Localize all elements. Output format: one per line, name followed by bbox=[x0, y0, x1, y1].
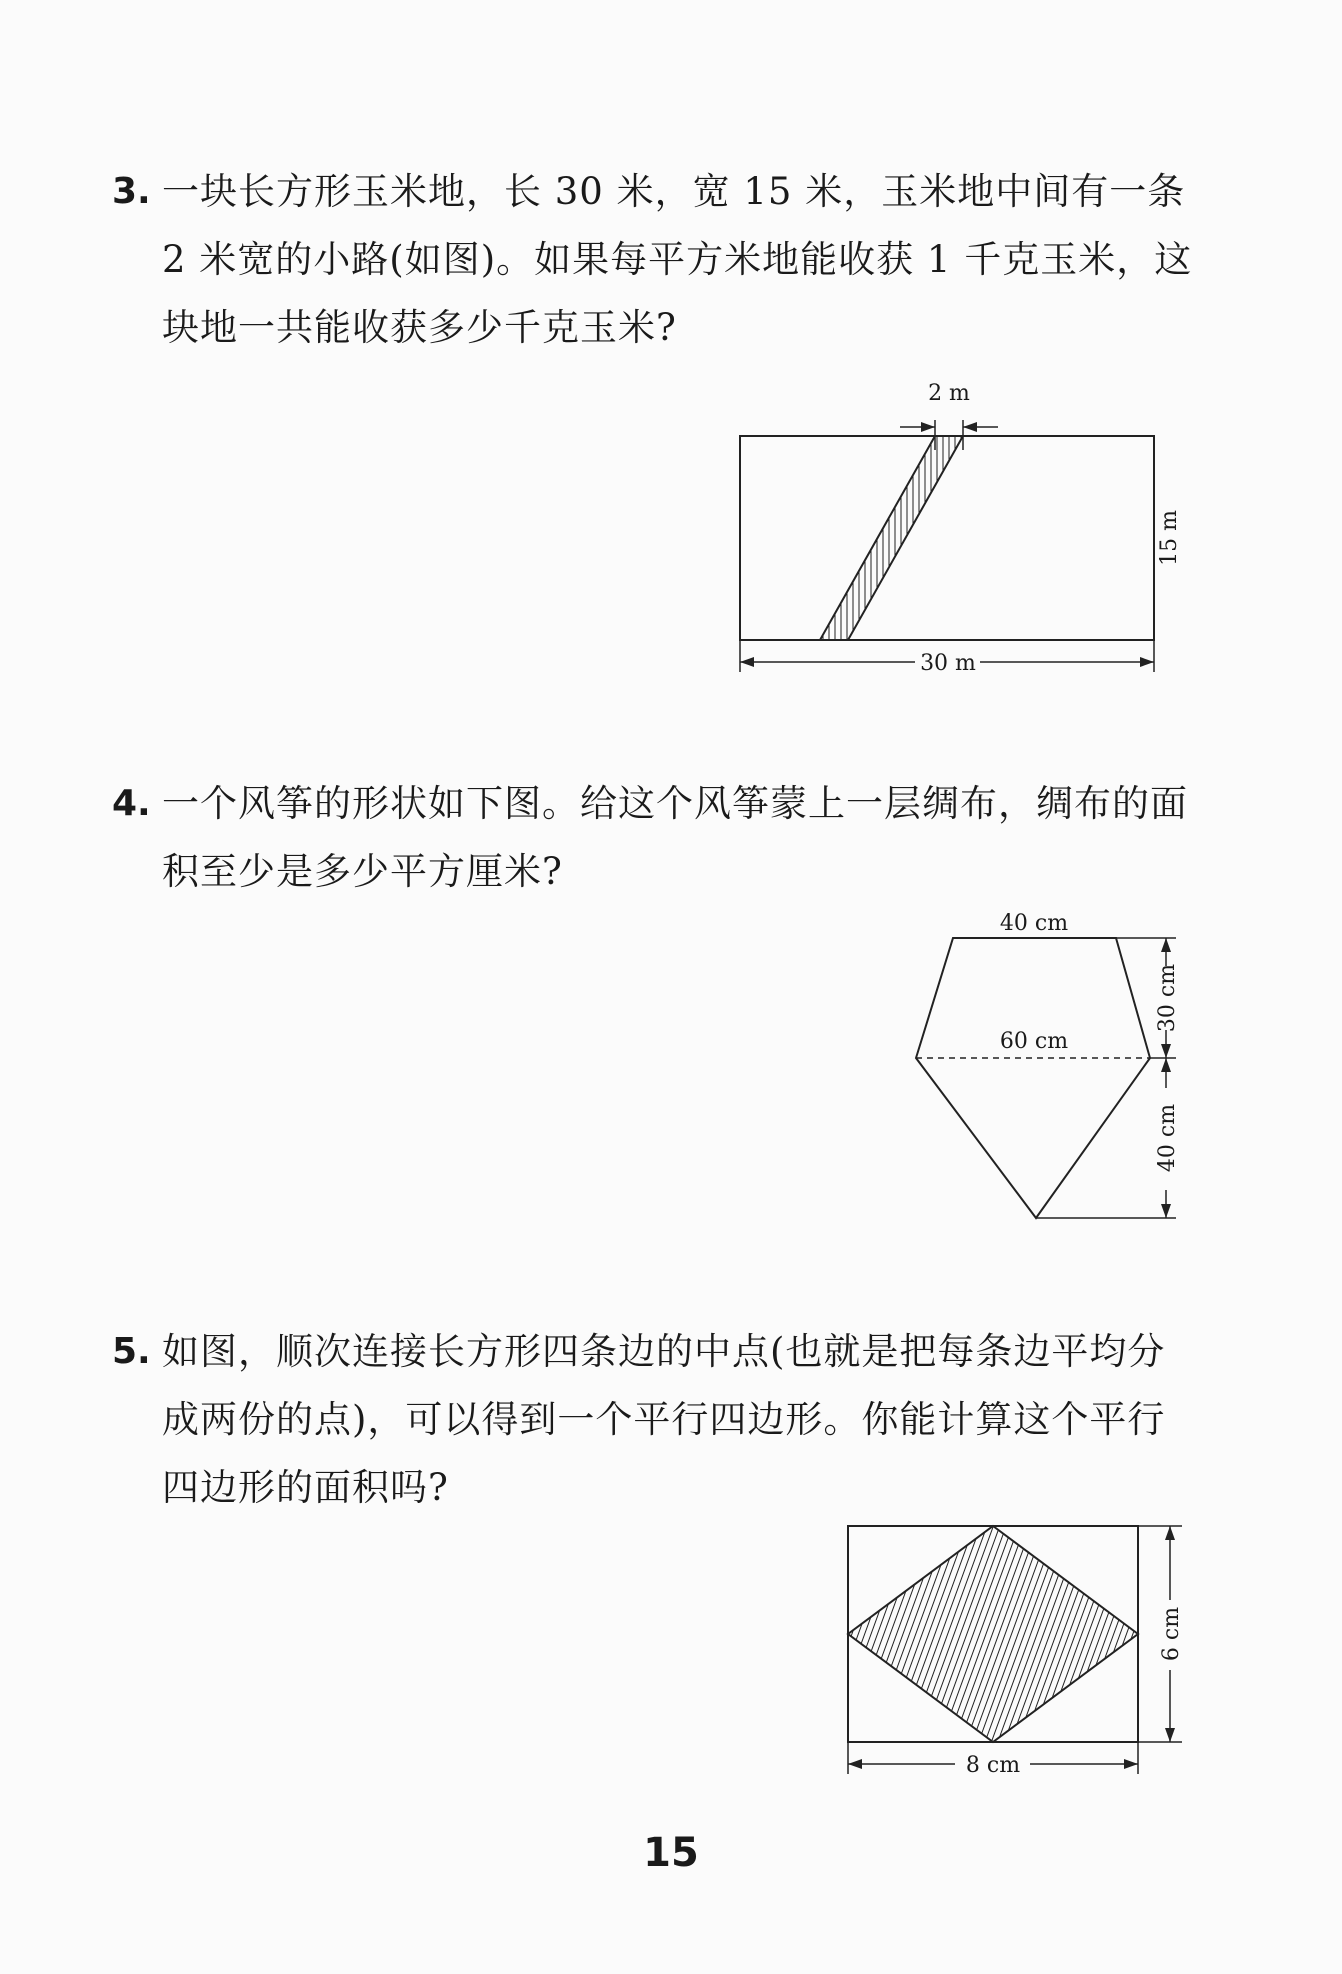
height-label: 6 cm bbox=[1159, 1606, 1184, 1662]
problem-3 bbox=[112, 158, 1202, 362]
road-width-label: 2 m bbox=[928, 381, 970, 406]
kite-top-label: 40 cm bbox=[999, 911, 1069, 936]
problem-text: 一个风筝的形状如下图。给这个风筝蒙上一层绸布，绸布的面积至少是多少平方厘米? bbox=[162, 782, 1188, 893]
upper-height-label: 30 cm bbox=[1155, 963, 1180, 1033]
width-label: 8 cm bbox=[965, 1753, 1021, 1778]
field-rectangle bbox=[740, 436, 1154, 640]
page-number: 15 bbox=[643, 1830, 699, 1876]
kite-diagonal-label: 60 cm bbox=[999, 1029, 1069, 1054]
problem-5 bbox=[112, 1318, 1202, 1522]
problem-number: 4. bbox=[112, 783, 151, 824]
field-length-label: 30 m bbox=[920, 651, 976, 676]
cornfield-figure bbox=[700, 370, 1220, 690]
field-width-label: 15 m bbox=[1157, 510, 1182, 566]
problem-number: 3. bbox=[112, 171, 151, 212]
road-strip bbox=[820, 436, 963, 640]
problem-number: 5. bbox=[112, 1331, 151, 1372]
lower-height-label: 40 cm bbox=[1155, 1103, 1180, 1173]
kite-figure bbox=[900, 900, 1200, 1230]
kite-outline bbox=[916, 938, 1150, 1218]
problem-text: 如图，顺次连接长方形四条边的中点(也就是把每条边平均分成两份的点)，可以得到一个平行四边形。你能计算这个平行四边形的面积吗? bbox=[162, 1330, 1166, 1509]
problem-text: 一块长方形玉米地，长 30 米，宽 15 米，玉米地中间有一条 2 米宽的小路(如图)。如果每平方米地能收获 1 千克玉米，这块地一共能收获多少千克玉米? bbox=[162, 170, 1198, 349]
problem-4 bbox=[112, 770, 1202, 906]
inner-parallelogram bbox=[848, 1526, 1138, 1742]
parallelogram-figure bbox=[830, 1510, 1200, 1800]
